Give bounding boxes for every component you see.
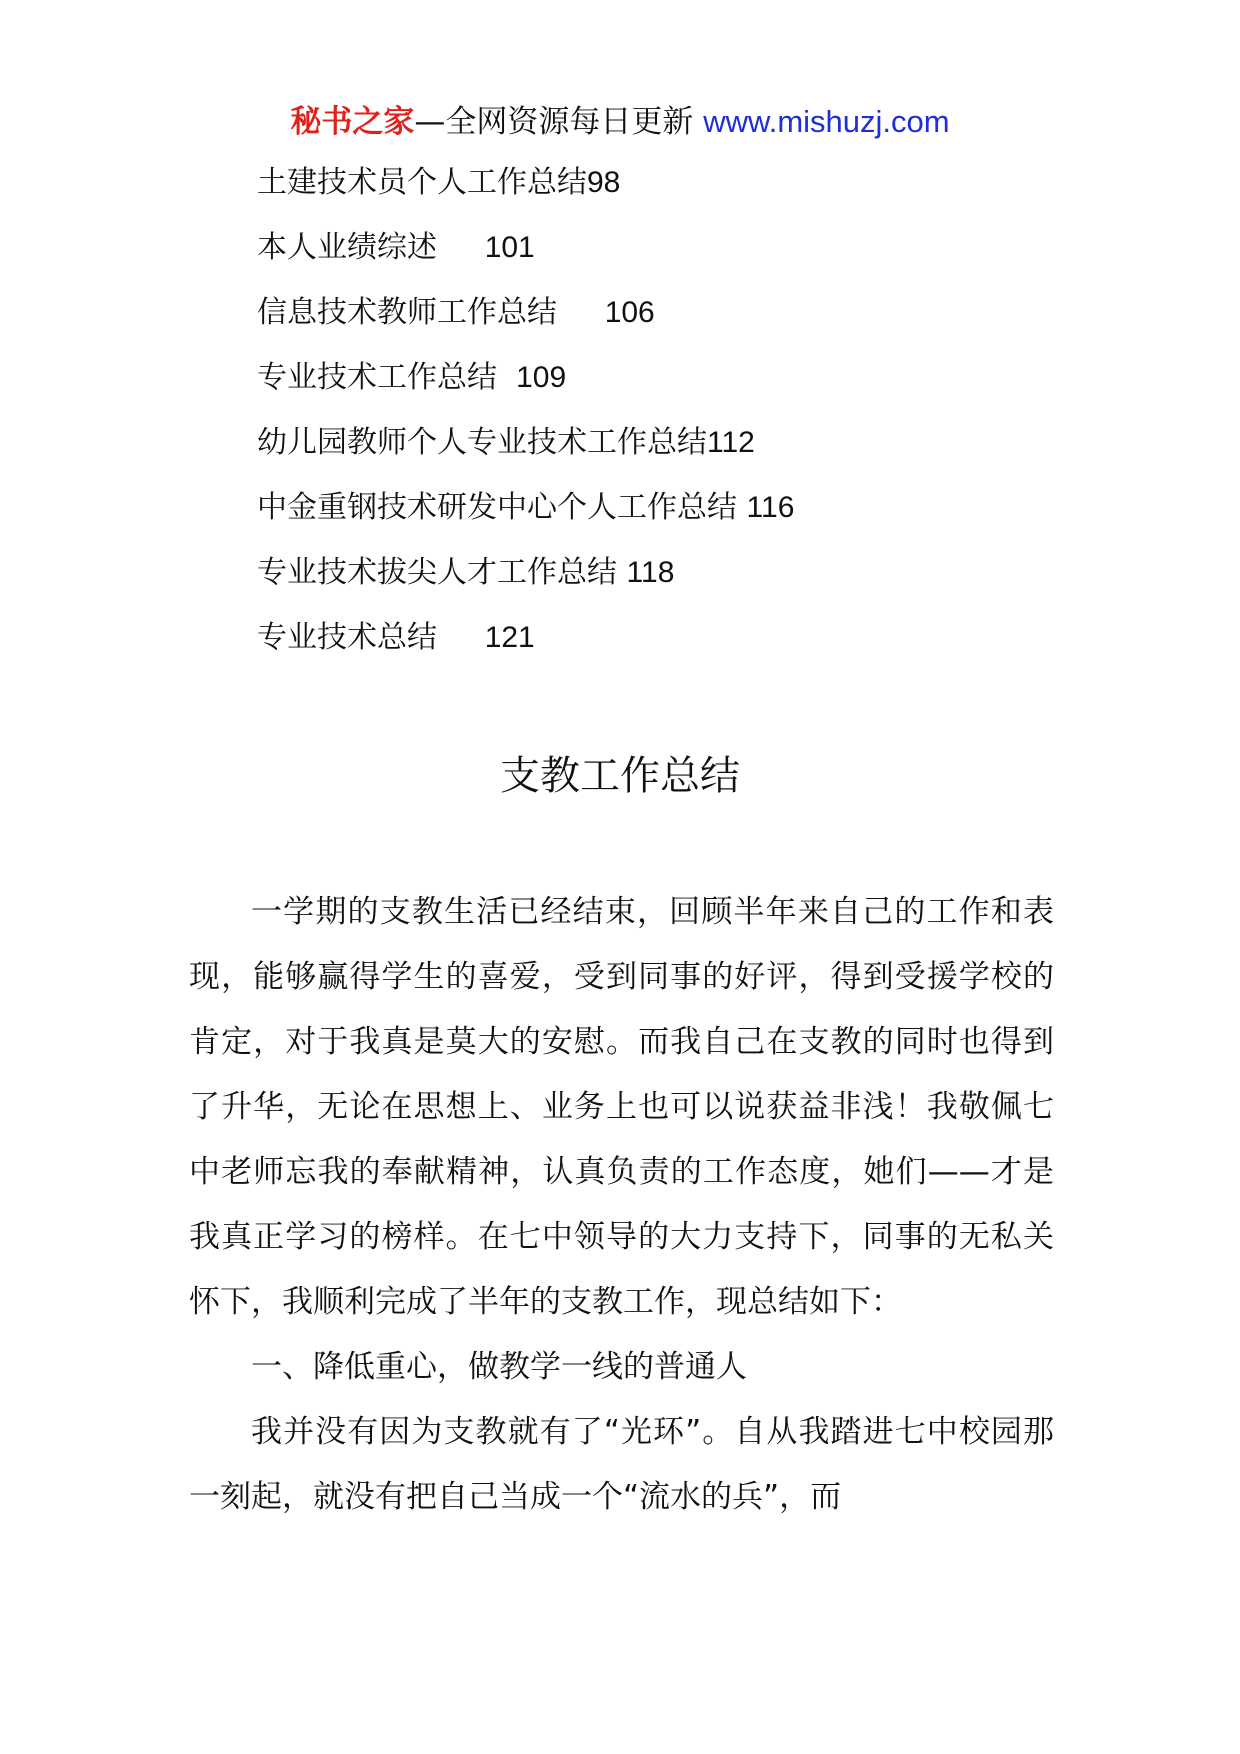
toc-item-title: 信息技术教师工作总结: [257, 295, 557, 330]
toc-item-page: 98: [587, 166, 621, 199]
toc-item-title: 幼儿园教师个人专业技术工作总结: [257, 425, 707, 460]
body-paragraph: 一学期的支教生活已经结束，回顾半年来自己的工作和表现，能够赢得学生的喜爱，受到同事的好评，得到受援学校的肯定，对于我真是莫大的安慰。而我自己在支教的同时也得到了升华，无论在思想上、业务上也可以说获益非浅！我敬佩七中老师忘我的奉献精神，认真负责的工作态度，她们——才是我真正学习的榜样。在七中领导的大力支持下，同事的无私关怀下，我顺利完成了半年的支教工作，现总结如下：: [189, 894, 1054, 1320]
table-of-contents: [257, 163, 794, 683]
toc-item-title: 中金重钢技术研发中心个人工作总结: [257, 490, 737, 525]
toc-item-separator: [437, 230, 485, 265]
toc-item-separator: [497, 360, 516, 395]
toc-item-separator: [617, 555, 627, 590]
toc-item[interactable]: [257, 553, 794, 618]
toc-item[interactable]: [257, 293, 794, 358]
toc-item-title: 专业技术拔尖人才工作总结: [257, 555, 617, 590]
toc-item-page: 101: [484, 231, 535, 264]
site-header: [0, 102, 1240, 142]
toc-item-title: 专业技术工作总结: [257, 360, 497, 395]
toc-item-page: 109: [516, 361, 567, 394]
toc-item-page: 121: [484, 621, 535, 654]
toc-item[interactable]: [257, 618, 794, 683]
body-paragraph: 我并没有因为支教就有了“光环”。自从我踏进七中校园那一刻起，就没有把自己当成一个“流水的兵”，而: [189, 1414, 1054, 1515]
header-tagline: —全网资源每日更新: [414, 104, 694, 140]
toc-item-title: 本人业绩综述: [257, 230, 437, 265]
toc-item-separator: [437, 620, 485, 655]
document-body: [189, 880, 1054, 1530]
toc-item[interactable]: [257, 163, 794, 228]
toc-item-page: 116: [746, 491, 795, 524]
toc-item-page: 118: [626, 556, 675, 589]
toc-item-page: 106: [604, 296, 655, 329]
toc-item-separator: [557, 295, 605, 330]
brand-name: 秘书之家: [290, 104, 415, 140]
toc-item-page: 112: [707, 426, 755, 459]
toc-item[interactable]: [257, 358, 794, 423]
toc-item[interactable]: [257, 228, 794, 293]
toc-item[interactable]: [257, 423, 794, 488]
toc-item-separator: [737, 490, 747, 525]
section-heading: 一、降低重心，做教学一线的普通人: [251, 1349, 747, 1385]
document-title: 支教工作总结: [500, 753, 740, 799]
site-url-link[interactable]: www.mishuzj.com: [703, 104, 950, 139]
toc-item-title: 土建技术员个人工作总结: [257, 165, 587, 200]
toc-item[interactable]: [257, 488, 794, 553]
toc-item-title: 专业技术总结: [257, 620, 437, 655]
